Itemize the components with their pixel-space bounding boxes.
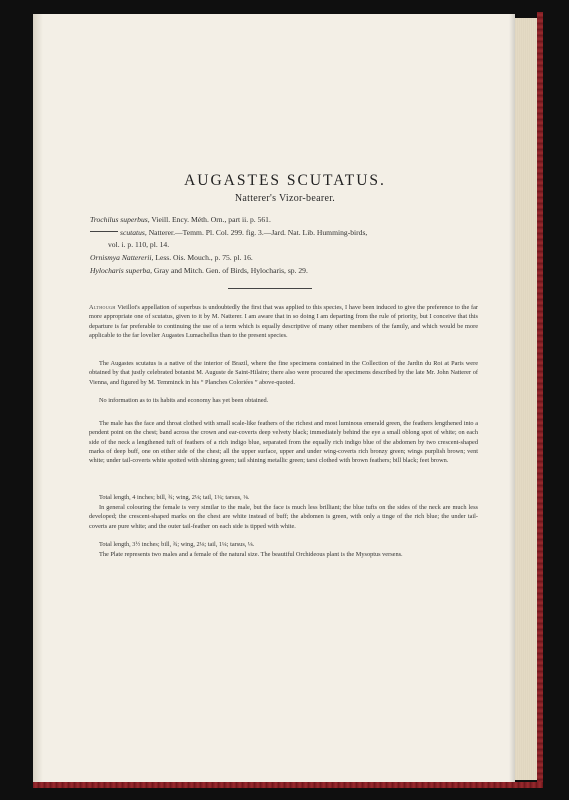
synonym-line (90, 253, 490, 263)
book-cover-bottom (33, 782, 543, 788)
plate-description: The Plate represents two males and a female of the natural size. The beautiful Orchideous plant is the Mysoptus versens. (99, 551, 403, 558)
measurements-female: Total length, 3½ inches; bill, ¾; wing, 2⅛; tail, 1¼; tarsus, ⅛. (99, 541, 255, 548)
synonym-name: Hylocharis superba, (90, 266, 153, 275)
common-name: Natterer's Vizor-bearer. (234, 193, 336, 204)
page-gutter-shadow (33, 14, 43, 782)
synonym-name: Ornismya Nattererii, (90, 253, 154, 262)
section-divider (228, 288, 312, 289)
synonym-ref: Natterer.—Temm. Pl. Col. 299. fig. 3.—Jard. Nat. Lib. Humming-birds, (148, 228, 368, 237)
paragraph-text: Vieillot's appellation of superbus is undoubtedly the first that was applied to this species, I have been induced to give the preference to the far more appropriate one of scutatus, given to it by M. Natterer. I am aware that in so doing I am departing from the rule of priority, but I conceive that this departure is far preferable to continuing the use of a term which is equally descriptive of many other members of the family, and which would be more applicable to the far lovelier Augastes Lumachellus than to the present species. (89, 304, 478, 340)
paragraph-4: The male has the face and throat clothed with small scale-like feathers of the richest and most luminous emerald green, the feathers lengthened into a pendent point on the chest; band across the crown and ear-coverts deep velvety black; immediately behind the eye a small oblong spot of white; on each side of the neck a lengthened tuft of feathers of a rich indigo blue, separated from the equally rich indigo blue of the abdomen by two crescent-shaped marks of deep buff, one on either side of the chest; all the upper surface, upper and under wing-coverts rich bronzy green; wings purplish brown; vent white; under tail-coverts white spotted with shining green; tail shining metallic green; tarsi clothed with brown feathers; bill black; feet brown. (89, 420, 478, 465)
synonym-ref: Gray and Mitch. Gen. of Birds, Hylocharis, sp. 29. (153, 266, 308, 275)
synonym-ref: Less. Ois. Mouch., p. 75. pl. 16. (155, 253, 253, 262)
book-cover-right (537, 12, 543, 786)
paragraph-2: The Augastes scutatus is a native of the interior of Brazil, where the fine specimens contained in the Collection of the Jardin du Roi at Paris were obtained by that justly celebrated botanist M. Auguste de Saint-Hilaire; there also were procured the specimens described by the late Mr. John Natterer of Vienna, and figured by M. Temminck in his “ Planches Coloriées ” above-quoted. (89, 360, 478, 386)
synonym-ref: Vieill. Ency. Méth. Orn., part ii. p. 561. (151, 215, 271, 224)
ditto-dash (90, 231, 118, 232)
paragraph-1 (89, 303, 478, 340)
synonym-name: Trochilus superbus, (90, 215, 150, 224)
synonym-name: scutatus, (120, 228, 147, 237)
lead-word: Although (89, 304, 116, 311)
synonym-ref: vol. i. p. 110, pl. 14. (108, 240, 170, 249)
synonym-line (108, 240, 508, 250)
synonym-line (90, 215, 490, 225)
paragraph-female: In general colouring the female is very similar to the male, but the face is much less brilliant; the blue tufts on the sides of the neck are much less developed; the crescent-shaped marks on the chest are white instead of buff; the abdomen is green, with only a tinge of the rich blue; the under tail-coverts are pure white; and the outer tail-feather on each side is tipped with white. (89, 504, 478, 530)
synonym-line (90, 228, 490, 238)
paragraph-3: No information as to its habits and economy has yet been obtained. (99, 397, 269, 404)
synonym-line (90, 266, 490, 276)
page-edges (515, 18, 537, 780)
species-title: AUGASTES SCUTATUS. (184, 172, 386, 189)
measurements-male: Total length, 4 inches; bill, ¾; wing, 2⅛; tail, 1¼; tarsus, ⅛. (99, 494, 250, 501)
